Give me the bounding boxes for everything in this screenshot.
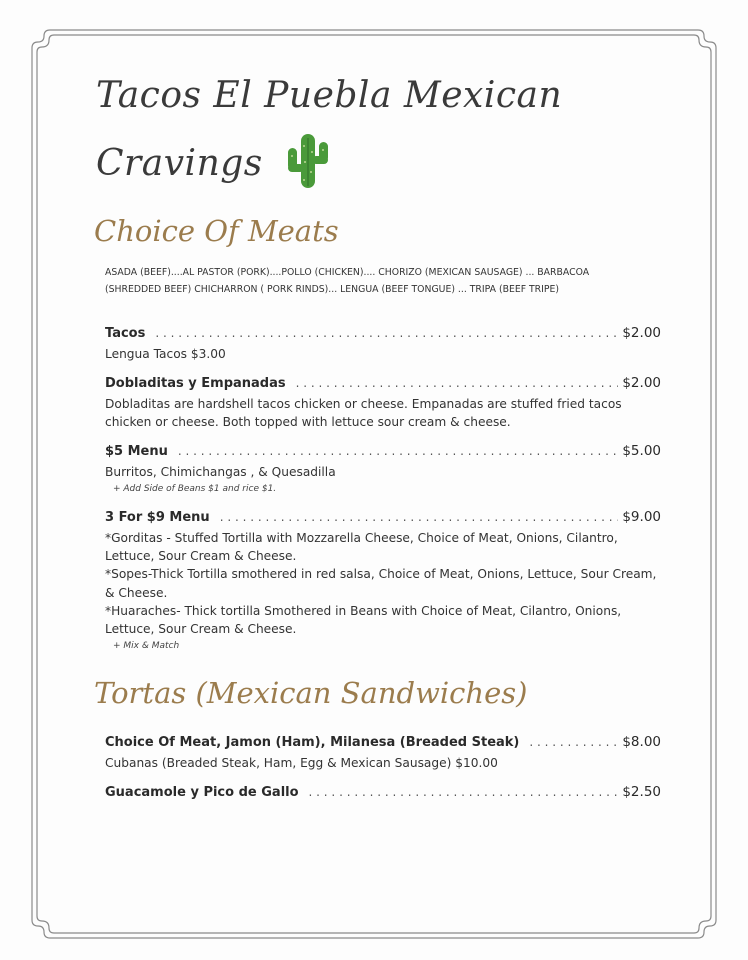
menu-item-tacos (105, 325, 661, 363)
item-price: $5.00 (622, 443, 661, 459)
item-price: $2.00 (622, 375, 661, 391)
leader-dots (220, 510, 619, 524)
section-title-tortas: Tortas (Mexican Sandwiches) (94, 676, 528, 710)
item-price: $2.50 (622, 784, 661, 800)
menu-item-dobladitas (105, 375, 661, 431)
item-note: + Add Side of Beans $1 and rice $1. (113, 484, 277, 495)
title-line-1: Tacos El Puebla Mexican (96, 75, 563, 116)
leader-dots (296, 376, 619, 390)
menu-item-tortas-meat (105, 734, 661, 772)
item-price: $8.00 (622, 734, 661, 750)
item-description: Burritos, Chimichangas , & Quesadilla (105, 465, 336, 479)
item-description: Dobladitas are hardshell tacos chicken or cheese. Empanadas are stuffed fried tacos chicken or cheese. Both topped with lettuce sour cream & cheese. (105, 397, 622, 430)
item-description: Cubanas (Breaded Steak, Ham, Egg & Mexican Sausage) $10.00 (105, 756, 498, 770)
item-name: Tacos (105, 326, 146, 341)
menu-item-5-menu (105, 443, 661, 497)
item-price: $9.00 (622, 509, 661, 525)
item-description-gorditas: *Gorditas - Stuffed Tortilla with Mozzarella Cheese, Choice of Meat, Onions, Cilantro, Lettuce, Sour Cream & Cheese. (105, 531, 618, 564)
menu-item-3-for-9 (105, 509, 661, 654)
menu-item-guacamole (105, 784, 661, 804)
item-note: + Mix & Match (113, 641, 180, 652)
item-description: Lengua Tacos $3.00 (105, 347, 226, 361)
item-name: Choice Of Meat, Jamon (Ham), Milanesa (Breaded Steak) (105, 735, 520, 750)
leader-dots (529, 735, 618, 749)
leader-dots (309, 785, 619, 799)
leader-dots (155, 326, 618, 340)
item-name: Guacamole y Pico de Gallo (105, 785, 299, 800)
leader-dots (178, 444, 618, 458)
meats-list: ASADA (BEEF)....AL PASTOR (PORK)....POLLO (CHICKEN).... CHORIZO (MEXICAN SAUSAGE) ... BARBACOA (SHREDDED BEEF) CHICHARRON ( PORK RINDS)... LENGUA (BEEF TONGUE) ... TRIPA (BEEF TRIPE) (105, 267, 590, 295)
item-price: $2.00 (622, 325, 661, 341)
item-description-sopes: *Sopes-Thick Tortilla smothered in red salsa, Choice of Meat, Onions, Lettuce, Sour Cream, & Cheese. (105, 567, 657, 600)
title-line-2: Cravings (96, 143, 263, 184)
item-name: Dobladitas y Empanadas (105, 376, 286, 391)
section-title-meats: Choice Of Meats (94, 214, 339, 248)
cactus-icon (285, 132, 331, 190)
item-description-huaraches: *Huaraches- Thick tortilla Smothered in Beans with Choice of Meat, Cilantro, Onions, Lettuce, Sour Cream & Cheese. (105, 603, 622, 637)
restaurant-title (96, 62, 616, 198)
item-name: 3 For $9 Menu (105, 510, 210, 525)
item-name: $5 Menu (105, 444, 168, 459)
